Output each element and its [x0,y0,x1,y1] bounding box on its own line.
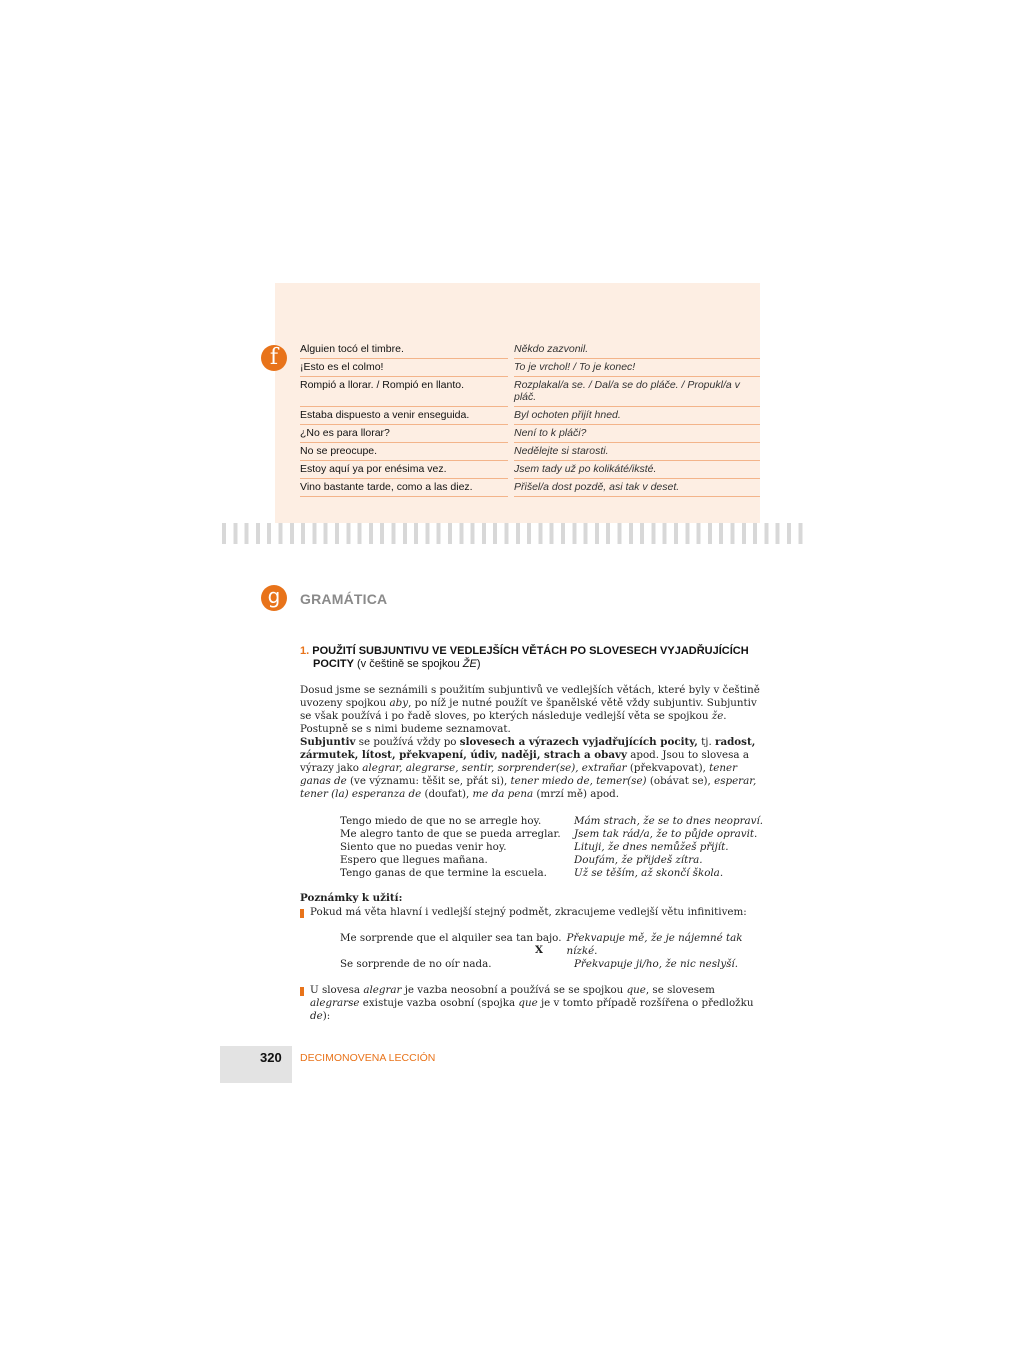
phrase-es: Rompió a llorar. / Rompió en llanto. [300,377,508,407]
heading-number: 1. [300,645,310,657]
phrase-cs: Někdo zazvonil. [514,341,760,359]
section-title: GRAMÁTICA [300,591,388,607]
lesson-title: DECIMONOVENA LECCIÓN [300,1052,436,1064]
table-row [300,425,760,443]
body-text [300,684,765,801]
compare-x: X [535,944,543,956]
phrase-cs: Jsem tady už po kolikáté/iksté. [514,461,760,479]
paragraph: Subjuntiv se používá vždy po slovesech a výrazech vyjadřujících pocity, tj. radost, zármutek, lítost, překvapení, údiv, naději, strach a obavy apod. Jsou to slovesa a výrazy jako alegrar, alegrarse, sentir, sorprender(se), extrañar (překvapovat), tener ganas de (ve významu: těšit se, přát si), tener miedo de, temer(se) (obávat se), esperar, tener (la) esperanza de (doufat), me da pena (mrzí mě) apod. [300,736,757,800]
table-row [300,377,760,407]
bullet-icon [300,987,304,996]
compare-row: Me sorprende que el alquiler sea tan bajo. Překvapuje mě, že je nájemné tak nízké. [340,932,743,957]
table-row [300,407,760,425]
table-row [300,443,760,461]
grammar-badge-icon: g [261,585,287,611]
phrase-cs: Byl ochoten přijít hned. [514,407,760,425]
phrase-es: Estoy aquí ya por enésima vez. [300,461,508,479]
bullet-icon [300,909,304,918]
list-item: Me alegro tanto de que se pueda arreglar. Jsem tak rád/a, že to půjde opravit. [340,828,758,840]
phrases-badge-icon: f [261,345,287,371]
notes-title: Poznámky k užití: [300,892,403,904]
list-item: Tengo ganas de que termine la escuela. Už se těším, až skončí škola. [340,867,724,879]
list-item: Espero que llegues mañana. Doufám, že přijdeš zítra. [340,854,703,866]
phrase-es: Alguien tocó el timbre. [300,341,508,359]
phrase-cs: Není to k pláči? [514,425,760,443]
section-divider [222,523,806,544]
page-number: 320 [260,1050,282,1065]
phrase-es: No se preocupe. [300,443,508,461]
list-item: Siento que no puedas venir hoy. Lituji, že dnes nemůžeš přijít. [340,841,729,853]
paragraph: Dosud jsme se seznámili s použitím subjuntivů ve vedlejších větách, které byly v češtině uvozeny spojkou aby, po níž je nutné použít ve španělské větě vždy subjuntiv. Subjuntiv se však používá i po řadě sloves, po kterých následuje vedlejší věta se spojkou že. Postupně se s nimi budeme seznamovat. [300,684,760,735]
heading-line1: POUŽITÍ SUBJUNTIVU VE VEDLEJŠÍCH VĚTÁCH PO SLOVESECH VYJADŘUJÍCÍCH [312,645,749,657]
phrase-cs: Rozplakal/a se. / Dal/a se do pláče. / Propukl/a v pláč. [514,377,760,407]
table-row [300,359,760,377]
heading-line2: POCITY (v češtině se spojkou ŽE) [313,658,481,670]
note-1: Pokud má věta hlavní i vedlejší stejný podmět, zkracujeme vedlejší větu infinitivem: [310,906,747,918]
phrase-es: Vino bastante tarde, como a las diez. [300,479,508,497]
note-2: U slovesa alegrar je vazba neosobní a používá se se spojkou que, se slovesem alegrarse existuje vazba osobní (spojka que je v tomto případě rozšířena o předložku de): [310,984,754,1022]
examples-list [340,815,770,880]
phrase-es: ¡Esto es el colmo! [300,359,508,377]
phrase-es: ¿No es para llorar? [300,425,508,443]
phrase-cs: Nedělejte si starosti. [514,443,760,461]
table-row [300,461,760,479]
phrase-cs: Přišel/a dost pozdě, asi tak v deset. [514,479,760,497]
phrase-es: Estaba dispuesto a venir enseguida. [300,407,508,425]
phrase-cs: To je vrchol! / To je konec! [514,359,760,377]
phrase-table [300,341,760,497]
list-item: Tengo miedo de que no se arregle hoy. Mám strach, že se to dnes neopraví. [340,815,764,827]
table-row [300,341,760,359]
grammar-heading [300,645,770,671]
table-row [300,479,760,497]
compare-row: Se sorprende de no oír nada. Překvapuje ji/ho, že nic neslyší. [340,958,738,970]
